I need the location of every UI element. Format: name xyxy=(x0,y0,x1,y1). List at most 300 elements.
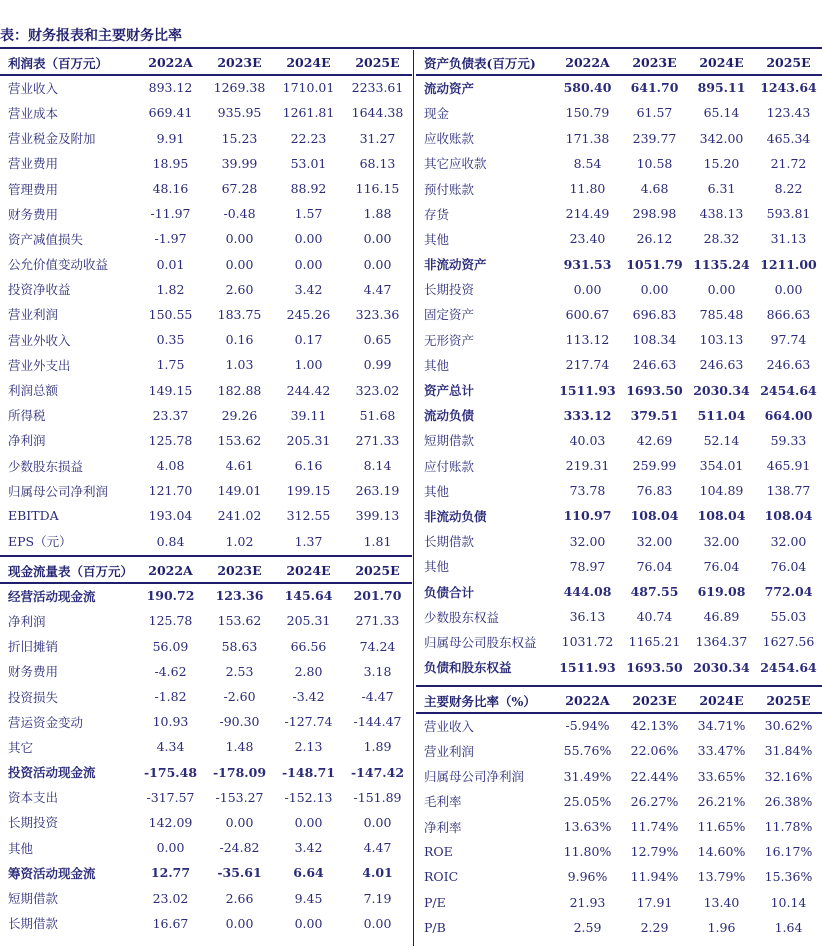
table-row xyxy=(416,453,822,478)
table-row xyxy=(416,814,822,839)
year-header: 2025E xyxy=(766,55,811,71)
row-label: ROE xyxy=(424,844,453,860)
income-statement-panel xyxy=(0,50,412,554)
cell-value: 465.34 xyxy=(766,130,811,146)
table-row xyxy=(416,890,822,915)
row-label: 财务费用 xyxy=(8,664,59,680)
cell-value: 18.95 xyxy=(152,155,189,171)
row-label: 固定资产 xyxy=(424,307,475,323)
cell-value: 73.78 xyxy=(569,483,606,499)
cell-value: 149.15 xyxy=(148,382,193,398)
cell-value: 153.62 xyxy=(217,613,262,629)
cell-value: 772.04 xyxy=(764,584,813,600)
cell-value: 32.00 xyxy=(703,533,740,549)
cell-value: 11.65% xyxy=(697,819,746,835)
row-label: 投资损失 xyxy=(8,689,59,705)
table-row xyxy=(0,126,412,151)
cell-value: 4.34 xyxy=(156,739,185,755)
cell-value: 1211.00 xyxy=(760,256,817,272)
cell-value: 22.44% xyxy=(630,768,679,784)
table-row xyxy=(416,764,822,789)
row-label: 筹资活动现金流 xyxy=(8,865,96,881)
cell-value: 298.98 xyxy=(632,206,677,222)
cell-value: -4.62 xyxy=(154,663,187,679)
cell-value: 88.92 xyxy=(290,181,327,197)
cell-value: 2030.34 xyxy=(693,659,750,675)
row-label: 归属母公司净利润 xyxy=(424,769,525,785)
income-statement-table xyxy=(0,50,412,554)
row-label: 资产减值损失 xyxy=(8,231,84,247)
cell-value: 2.53 xyxy=(225,663,254,679)
cell-value: 31.84% xyxy=(764,743,813,759)
cell-value: 121.70 xyxy=(148,483,193,499)
cell-value: 245.26 xyxy=(286,306,331,322)
cell-value: 15.20 xyxy=(703,155,740,171)
cell-value: 22.23 xyxy=(290,130,327,146)
cell-value: 68.13 xyxy=(359,155,396,171)
row-label: 短期借款 xyxy=(8,891,59,907)
row-label: 存货 xyxy=(424,206,450,222)
year-header: 2022A xyxy=(565,693,610,709)
cell-value: 1.88 xyxy=(363,206,392,222)
cell-value: 0.35 xyxy=(156,332,185,348)
table-row xyxy=(0,252,412,277)
section-heading: 现金流量表（百万元） xyxy=(8,563,134,579)
cell-value: 153.62 xyxy=(217,432,262,448)
cell-value: 11.80% xyxy=(563,844,612,860)
cell-value: 30.62% xyxy=(764,718,813,734)
cell-value: 12.79% xyxy=(630,844,679,860)
cell-value: -0.48 xyxy=(223,206,256,222)
cell-value: 55.03 xyxy=(770,609,807,625)
cell-value: 16.17% xyxy=(764,844,813,860)
cashflow-statement-panel xyxy=(0,558,412,936)
cell-value: 219.31 xyxy=(565,458,610,474)
table-row xyxy=(0,100,412,125)
cell-value: 3.42 xyxy=(294,281,323,297)
table-row xyxy=(0,684,412,709)
cell-value: 183.75 xyxy=(217,306,262,322)
table-row xyxy=(416,302,822,327)
cell-value: 0.00 xyxy=(294,256,323,272)
cell-value: 580.40 xyxy=(563,80,612,96)
row-label: 营业收入 xyxy=(8,80,59,96)
table-row xyxy=(416,713,822,738)
cell-value: 97.74 xyxy=(770,332,807,348)
cell-value: -147.42 xyxy=(350,764,405,780)
cell-value: 1.82 xyxy=(156,281,185,297)
cell-value: -1.82 xyxy=(154,689,187,705)
cell-value: 0.00 xyxy=(225,231,254,247)
cell-value: 33.65% xyxy=(697,768,746,784)
cell-value: 67.28 xyxy=(221,181,258,197)
cell-value: 4.47 xyxy=(363,840,392,856)
row-label: 其他 xyxy=(424,559,450,575)
table-row xyxy=(0,352,412,377)
cell-value: 0.00 xyxy=(225,256,254,272)
income-header-rule xyxy=(0,74,412,76)
cell-value: 931.53 xyxy=(563,256,612,272)
table-row xyxy=(0,503,412,528)
cell-value: 6.16 xyxy=(294,458,323,474)
table-row xyxy=(0,453,412,478)
cell-value: 2.29 xyxy=(640,919,669,935)
cell-value: 333.12 xyxy=(563,407,612,423)
cell-value: 48.16 xyxy=(152,181,189,197)
row-label: 预付账款 xyxy=(424,181,475,197)
cell-value: 271.33 xyxy=(355,613,400,629)
cell-value: 6.64 xyxy=(293,865,324,881)
cell-value: 42.69 xyxy=(636,432,673,448)
table-row xyxy=(0,529,412,554)
cell-value: 125.78 xyxy=(148,432,193,448)
row-label: 少数股东权益 xyxy=(424,609,500,625)
table-row xyxy=(0,428,412,453)
year-header: 2025E xyxy=(355,563,400,579)
table-row xyxy=(416,377,822,402)
cell-value: 0.99 xyxy=(363,357,392,373)
cell-value: 0.84 xyxy=(156,533,185,549)
cell-value: 2233.61 xyxy=(351,80,404,96)
row-label: 毛利率 xyxy=(424,794,462,810)
table-row xyxy=(0,885,412,910)
row-label: 归属母公司净利润 xyxy=(8,483,109,499)
cell-value: 32.00 xyxy=(770,533,807,549)
cell-value: 1.03 xyxy=(225,357,254,373)
cell-value: 696.83 xyxy=(632,306,677,322)
cell-value: 108.34 xyxy=(632,332,677,348)
cell-value: 15.36% xyxy=(764,869,813,885)
cell-value: 15.23 xyxy=(221,130,258,146)
cell-value: 150.55 xyxy=(148,306,193,322)
cell-value: 104.89 xyxy=(699,483,744,499)
table-row xyxy=(0,634,412,659)
row-label: 应收账款 xyxy=(424,131,475,147)
table-row xyxy=(416,478,822,503)
income-bottom-rule xyxy=(0,555,412,557)
cell-value: 190.72 xyxy=(146,588,195,604)
cell-value: 246.63 xyxy=(699,357,744,373)
cell-value: 0.00 xyxy=(294,915,323,931)
table-row xyxy=(0,377,412,402)
row-label: 管理费用 xyxy=(8,181,59,197)
row-label: 所得税 xyxy=(8,408,46,424)
table-row xyxy=(416,75,822,100)
cell-value: 1693.50 xyxy=(626,382,683,398)
cell-value: 26.38% xyxy=(764,793,813,809)
cell-value: 1511.93 xyxy=(559,659,616,675)
cashflow-header-rule xyxy=(0,582,412,584)
cell-value: 13.40 xyxy=(703,894,740,910)
cell-value: 619.08 xyxy=(697,584,746,600)
cell-value: 379.51 xyxy=(630,407,679,423)
cell-value: 76.83 xyxy=(636,483,673,499)
balance-header-rule xyxy=(416,74,822,76)
cell-value: 17.91 xyxy=(636,894,673,910)
cell-value: 8.22 xyxy=(774,181,803,197)
row-label: 长期借款 xyxy=(424,534,475,550)
cell-value: 22.06% xyxy=(630,743,679,759)
cell-value: 12.77 xyxy=(150,865,191,881)
cell-value: 11.74% xyxy=(630,819,679,835)
year-header: 2022A xyxy=(565,55,610,71)
cell-value: 2030.34 xyxy=(693,382,750,398)
cell-value: 0.00 xyxy=(774,281,803,297)
row-label: EBITDA xyxy=(8,508,59,524)
cell-value: 8.54 xyxy=(573,155,602,171)
cell-value: 2454.64 xyxy=(760,659,817,675)
cell-value: 199.15 xyxy=(286,483,331,499)
table-header-row xyxy=(416,50,822,75)
cell-value: 65.14 xyxy=(703,105,740,121)
cell-value: 244.42 xyxy=(286,382,331,398)
row-label: 长期投资 xyxy=(424,282,475,298)
balance-sheet-panel xyxy=(416,50,822,680)
cell-value: 1710.01 xyxy=(282,80,335,96)
cell-value: 2.60 xyxy=(225,281,254,297)
cell-value: 9.96% xyxy=(567,869,608,885)
ratios-table xyxy=(416,688,822,940)
cell-value: 271.33 xyxy=(355,432,400,448)
cell-value: 1364.37 xyxy=(695,634,748,650)
row-label: 其他 xyxy=(424,357,450,373)
row-label: 资本支出 xyxy=(8,790,59,806)
cell-value: 0.00 xyxy=(225,814,254,830)
cell-value: 26.27% xyxy=(630,793,679,809)
table-row xyxy=(416,151,822,176)
cell-value: 76.04 xyxy=(770,558,807,574)
cell-value: 76.04 xyxy=(703,558,740,574)
cell-value: 0.00 xyxy=(640,281,669,297)
cell-value: -24.82 xyxy=(219,840,260,856)
cell-value: 1261.81 xyxy=(282,105,335,121)
cell-value: 259.99 xyxy=(632,458,677,474)
cell-value: 217.74 xyxy=(565,357,610,373)
cell-value: 935.95 xyxy=(217,105,262,121)
row-label: 其他 xyxy=(424,231,450,247)
cell-value: 4.01 xyxy=(362,865,393,881)
table-row xyxy=(0,302,412,327)
table-row xyxy=(416,629,822,654)
cell-value: 142.09 xyxy=(148,814,193,830)
cell-value: 74.24 xyxy=(359,638,396,654)
row-label: 营业成本 xyxy=(8,105,59,121)
cell-value: 2.80 xyxy=(294,663,323,679)
year-header: 2023E xyxy=(217,55,262,71)
row-label: 资产总计 xyxy=(424,383,475,399)
cell-value: 1.96 xyxy=(707,919,736,935)
year-header: 2024E xyxy=(699,55,744,71)
cell-value: 1269.38 xyxy=(213,80,266,96)
cell-value: 113.12 xyxy=(565,332,610,348)
cell-value: 39.99 xyxy=(221,155,258,171)
cell-value: 66.56 xyxy=(290,638,327,654)
table-row xyxy=(0,785,412,810)
cell-value: 14.60% xyxy=(697,844,746,860)
cell-value: 2.59 xyxy=(573,919,602,935)
cell-value: 11.78% xyxy=(764,819,813,835)
cell-value: 32.16% xyxy=(764,768,813,784)
cell-value: 239.77 xyxy=(632,130,677,146)
cell-value: 354.01 xyxy=(699,458,744,474)
year-header: 2024E xyxy=(699,693,744,709)
cell-value: 669.41 xyxy=(148,105,193,121)
cell-value: 34.71% xyxy=(697,718,746,734)
cell-value: 25.05% xyxy=(563,793,612,809)
row-label: 无形资产 xyxy=(424,332,475,348)
cell-value: 108.04 xyxy=(697,508,746,524)
year-header: 2023E xyxy=(217,563,262,579)
cell-value: 444.08 xyxy=(563,584,612,600)
cell-value: 1.75 xyxy=(156,357,185,373)
cell-value: 10.58 xyxy=(636,155,673,171)
cell-value: 1.02 xyxy=(225,533,254,549)
cell-value: 0.00 xyxy=(363,814,392,830)
cell-value: 145.64 xyxy=(284,588,333,604)
cell-value: 78.97 xyxy=(569,558,606,574)
row-label: P/E xyxy=(424,894,446,910)
cell-value: -144.47 xyxy=(353,714,402,730)
section-heading: 主要财务比率（%） xyxy=(424,693,536,709)
cell-value: 40.03 xyxy=(569,432,606,448)
table-row xyxy=(416,789,822,814)
year-header: 2022A xyxy=(148,563,193,579)
year-header: 2024E xyxy=(286,563,331,579)
cell-value: 246.63 xyxy=(766,357,811,373)
table-row xyxy=(416,554,822,579)
row-label: EPS（元） xyxy=(8,534,72,550)
year-header: 2025E xyxy=(766,693,811,709)
cell-value: 1.81 xyxy=(363,533,392,549)
cell-value: -1.97 xyxy=(154,231,187,247)
table-row xyxy=(416,201,822,226)
cell-value: 42.13% xyxy=(630,718,679,734)
cell-value: 116.15 xyxy=(355,181,400,197)
year-header: 2023E xyxy=(632,693,677,709)
table-row xyxy=(0,911,412,936)
table-row xyxy=(0,608,412,633)
row-label: 少数股东损益 xyxy=(8,458,84,474)
cell-value: 51.68 xyxy=(359,407,396,423)
table-row xyxy=(416,915,822,940)
cell-value: 46.89 xyxy=(703,609,740,625)
cell-value: 123.43 xyxy=(766,105,811,121)
cell-value: 52.14 xyxy=(703,432,740,448)
cell-value: 0.00 xyxy=(294,231,323,247)
table-header-row xyxy=(416,688,822,713)
cell-value: 312.55 xyxy=(286,508,331,524)
cell-value: -148.71 xyxy=(281,764,336,780)
cell-value: 8.14 xyxy=(363,458,392,474)
cell-value: 241.02 xyxy=(217,508,262,524)
cell-value: 149.01 xyxy=(217,483,262,499)
ratios-panel xyxy=(416,688,822,940)
row-label: 利润总额 xyxy=(8,383,59,399)
cell-value: 3.18 xyxy=(363,663,392,679)
cell-value: 1.64 xyxy=(774,919,803,935)
row-label: 营业外支出 xyxy=(8,357,71,373)
table-header-row xyxy=(0,558,412,583)
table-row xyxy=(0,327,412,352)
cell-value: 263.19 xyxy=(355,483,400,499)
section-heading: 利润表（百万元） xyxy=(8,55,109,71)
cell-value: -175.48 xyxy=(143,764,198,780)
report-title: 表：财务报表和主要财务比率 xyxy=(0,28,182,44)
balance-sheet-table xyxy=(416,50,822,680)
row-label: 归属母公司股东权益 xyxy=(424,634,537,650)
row-label: P/B xyxy=(424,919,446,935)
cell-value: -152.13 xyxy=(284,789,333,805)
cell-value: 7.19 xyxy=(363,890,392,906)
cell-value: 895.11 xyxy=(697,80,746,96)
table-row xyxy=(0,760,412,785)
cell-value: 465.91 xyxy=(766,458,811,474)
row-label: 净利润 xyxy=(8,613,46,629)
cell-value: 487.55 xyxy=(630,584,679,600)
cell-value: 214.49 xyxy=(565,206,610,222)
cell-value: 123.36 xyxy=(215,588,264,604)
table-row xyxy=(0,277,412,302)
cell-value: 28.32 xyxy=(703,231,740,247)
cell-value: 13.63% xyxy=(563,819,612,835)
cashflow-statement-table xyxy=(0,558,412,936)
table-row xyxy=(0,176,412,201)
table-header-row xyxy=(0,50,412,75)
table-row xyxy=(416,428,822,453)
table-row xyxy=(0,734,412,759)
cell-value: 438.13 xyxy=(699,206,744,222)
cell-value: 1243.64 xyxy=(760,80,817,96)
cell-value: 1.89 xyxy=(363,739,392,755)
table-row xyxy=(416,252,822,277)
row-label: 非流动负债 xyxy=(424,508,487,524)
cell-value: 171.38 xyxy=(565,130,610,146)
cell-value: 36.13 xyxy=(569,609,606,625)
cell-value: 593.81 xyxy=(766,206,811,222)
row-label: 长期借款 xyxy=(8,916,59,932)
cell-value: 39.11 xyxy=(290,407,327,423)
table-row xyxy=(416,126,822,151)
cell-value: 205.31 xyxy=(286,613,331,629)
row-label: 投资净收益 xyxy=(8,282,71,298)
cell-value: 342.00 xyxy=(699,130,744,146)
table-row xyxy=(416,738,822,763)
cell-value: 32.00 xyxy=(569,533,606,549)
row-label: 营运资金变动 xyxy=(8,714,84,730)
table-row xyxy=(416,176,822,201)
cell-value: 1165.21 xyxy=(628,634,681,650)
cell-value: 11.80 xyxy=(569,181,606,197)
cell-value: 785.48 xyxy=(699,306,744,322)
table-row xyxy=(416,655,822,680)
table-row xyxy=(416,100,822,125)
cell-value: 29.26 xyxy=(221,407,258,423)
cell-value: 0.00 xyxy=(707,281,736,297)
row-label: ROIC xyxy=(424,869,459,885)
table-row xyxy=(416,352,822,377)
ratios-header-rule xyxy=(416,712,822,714)
cell-value: -4.47 xyxy=(361,689,394,705)
year-header: 2024E xyxy=(286,55,331,71)
cell-value: 0.00 xyxy=(363,915,392,931)
table-row xyxy=(416,579,822,604)
cell-value: -35.61 xyxy=(217,865,262,881)
row-label: 其他 xyxy=(424,483,450,499)
cell-value: 866.63 xyxy=(766,306,811,322)
cell-value: 0.00 xyxy=(156,840,185,856)
cell-value: 201.70 xyxy=(353,588,402,604)
cell-value: 40.74 xyxy=(636,609,673,625)
